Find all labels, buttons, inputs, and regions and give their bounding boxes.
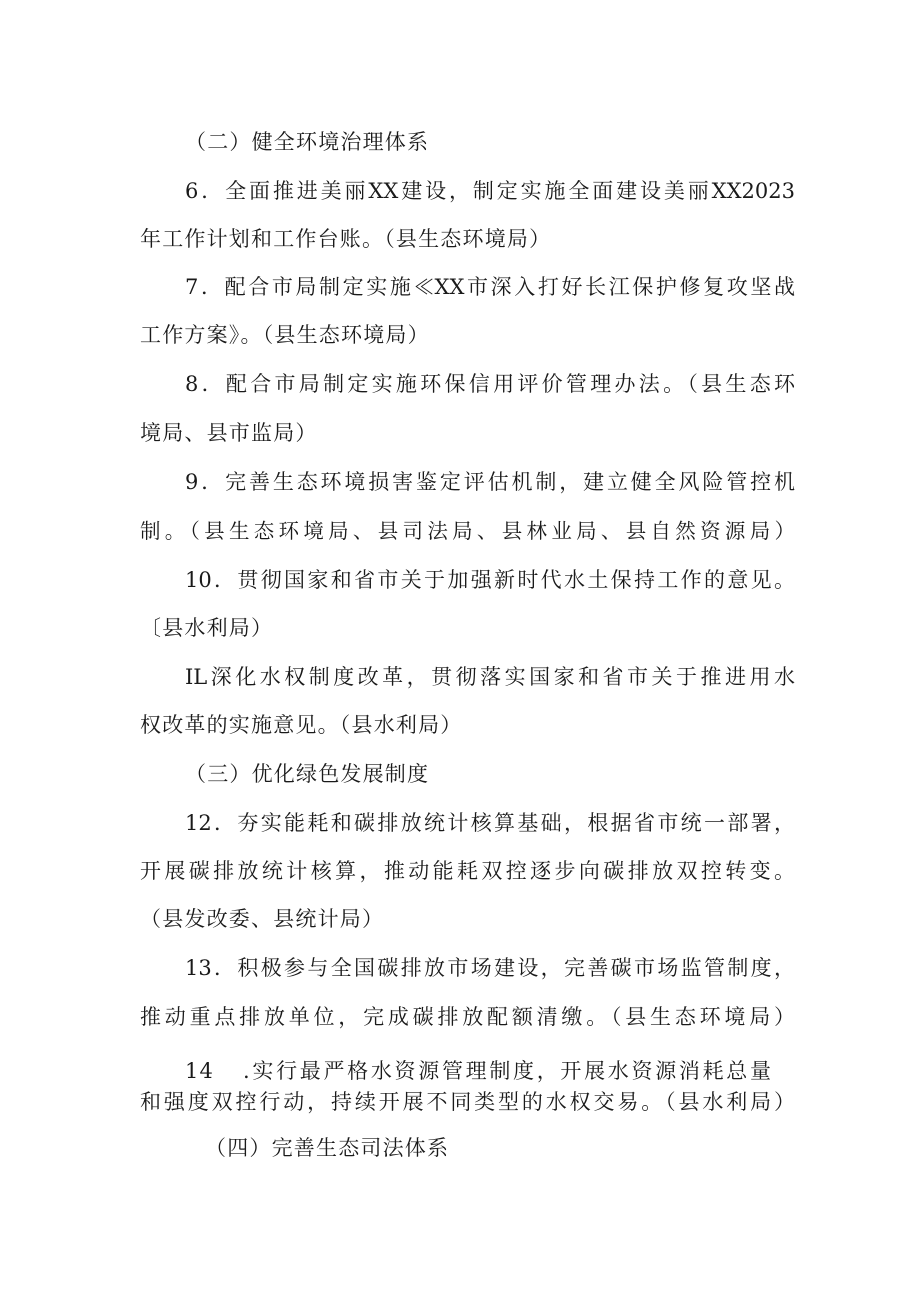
item-8-line-1: 8．配合市局制定实施环保信用评价管理办法。（县生态环 xyxy=(185,372,795,396)
item-14-line-1: .实行最严格水资源管理制度，开展水资源消耗总量 xyxy=(243,1059,771,1083)
section-heading-4: （四）完善生态司法体系 xyxy=(205,1136,450,1160)
item-10-line-2: 〔县水利局） xyxy=(140,616,274,640)
item-11-line-2: 权改革的实施意见。（县水利局） xyxy=(140,713,463,737)
item-10-line-1: 10．贯彻国家和省市关于加强新时代水土保持工作的意见。 xyxy=(185,568,795,592)
section-heading-3: （三）优化绿色发展制度 xyxy=(185,762,430,786)
item-12-line-3: （县发改委、县统计局） xyxy=(140,907,385,931)
item-8-line-2: 境局、县市监局） xyxy=(140,421,318,445)
item-14-line-2: 和强度双控行动，持续开展不同类型的水权交易。（县水利局） xyxy=(140,1090,795,1114)
item-13-line-1: 13．积极参与全国碳排放市场建设，完善碳市场监管制度， xyxy=(185,956,795,980)
item-7-line-1: 7．配合市局制定实施≪XX市深入打好长江保护修复攻坚战 xyxy=(185,275,795,299)
item-6-line-2: 年工作计划和工作台账。（县生态环境局） xyxy=(140,227,552,251)
section-heading-2: （二）健全环境治理体系 xyxy=(185,130,430,154)
item-12-line-1: 12．夯实能耗和碳排放统计核算基础，根据省市统一部署， xyxy=(185,811,795,835)
item-9-line-1: 9．完善生态环境损害鉴定评估机制，建立健全风险管控机 xyxy=(185,470,795,494)
item-7-line-2: 工作方案》。（县生态环境局） xyxy=(140,323,430,347)
item-6-line-1: 6．全面推进美丽XX建设，制定实施全面建设美丽XX2023 xyxy=(185,179,795,203)
item-13-line-2: 推动重点排放单位，完成碳排放配额清缴。（县生态环境局） xyxy=(140,1005,795,1029)
item-9-line-2: 制。（县生态环境局、县司法局、县林业局、县自然资源局） xyxy=(140,519,795,543)
item-12-line-2: 开展碳排放统计核算，推动能耗双控逐步向碳排放双控转变。 xyxy=(140,859,795,883)
item-14-number: 14 xyxy=(185,1059,215,1083)
item-11-line-1: IL深化水权制度改革，贯彻落实国家和省市关于推进用水 xyxy=(185,665,795,689)
